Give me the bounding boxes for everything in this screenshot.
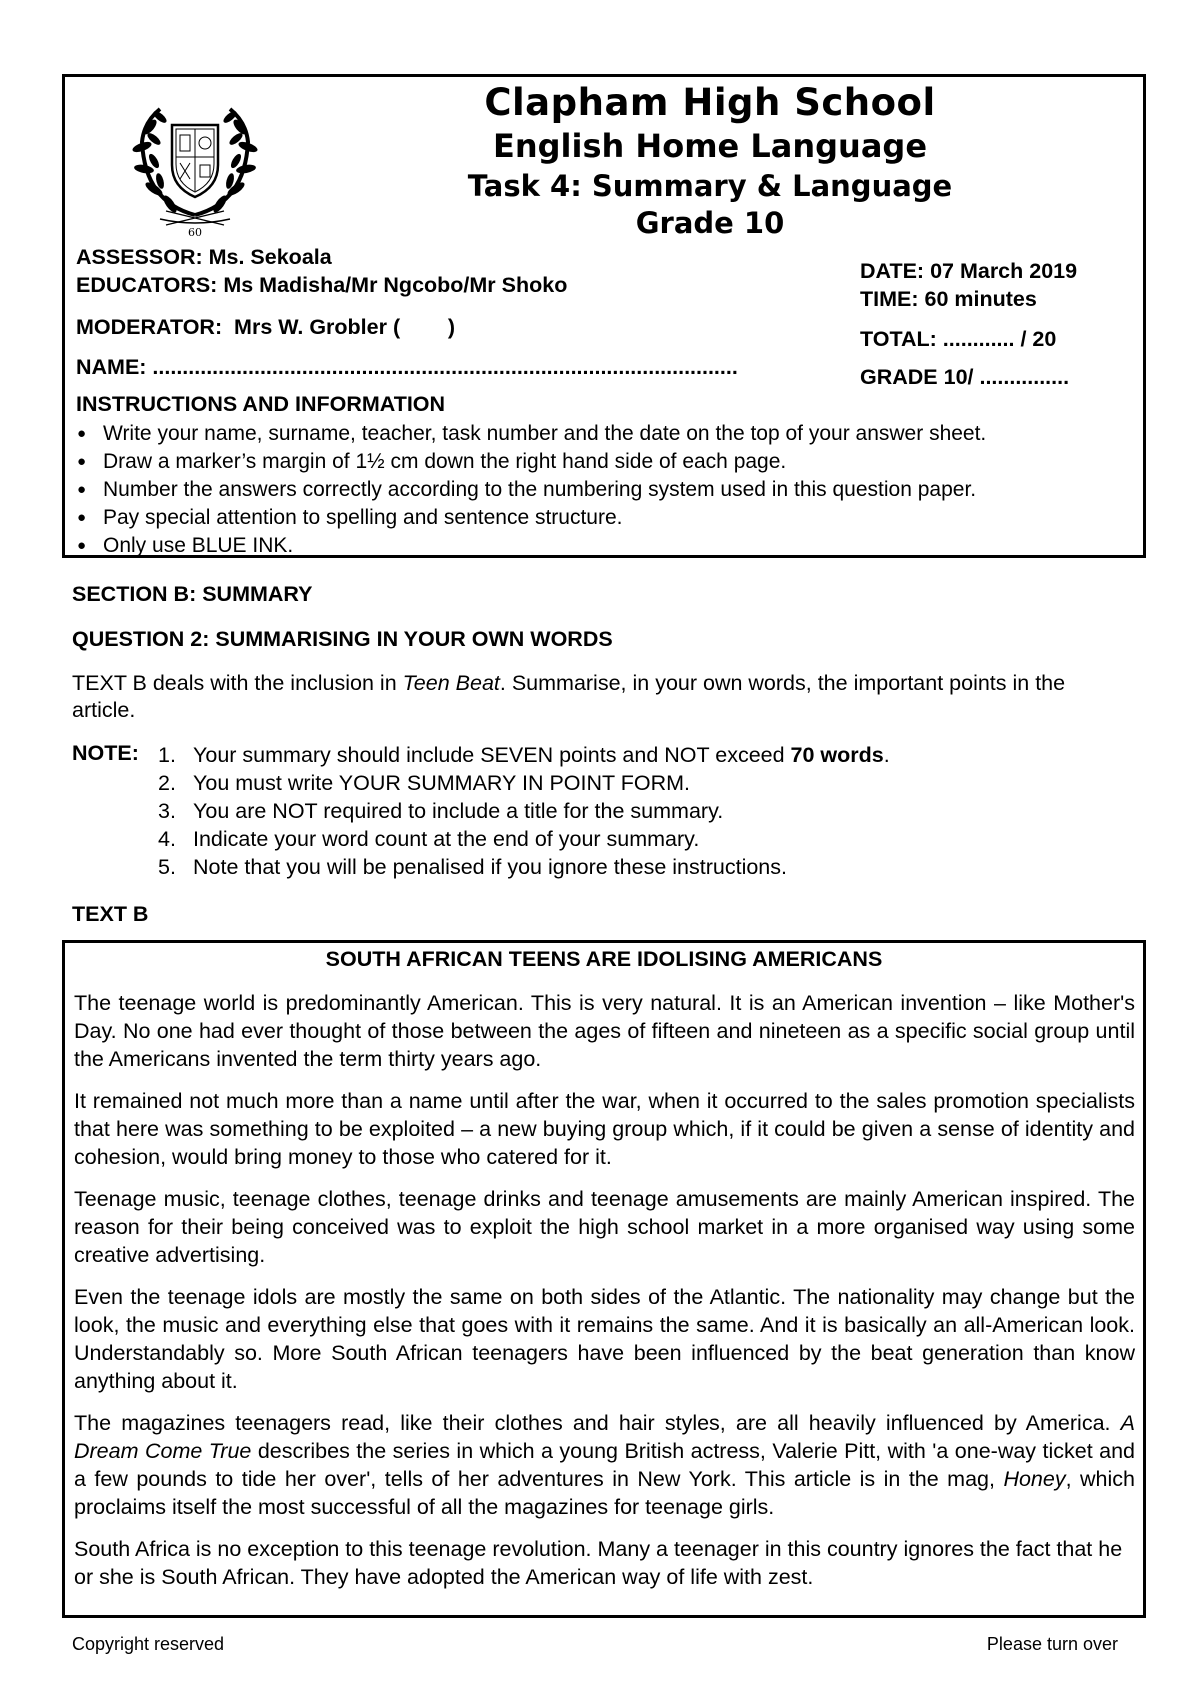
bullet-icon: ● (77, 425, 87, 442)
article-paragraph: South Africa is no exception to this teenage revolution. Many a teenager in this country ignores the fact that he or she is South African. They have adopted the American way of life with zest. (74, 1537, 1123, 1589)
article-paragraph: The teenage world is predominantly American. This is very natural. It is an American invention – like Mother's Day. No one had ever thought of those between the ages of fifteen and nineteen as a specific social group until the Americans invented the term thirty years ago. (74, 991, 1135, 1071)
grade-line: GRADE 10/ ............... (860, 365, 1070, 389)
article-title: SOUTH AFRICAN TEENS ARE IDOLISING AMERICANS (325, 947, 883, 971)
school-name: Clapham High School (484, 81, 936, 124)
article-box (62, 940, 1146, 1618)
list-item: ● Only use BLUE INK. (77, 532, 986, 560)
question-intro: TEXT B deals with the inclusion in Teen Beat. Summarise, in your own words, the important points in the article. (72, 671, 1066, 722)
date: DATE: 07 March 2019 (860, 259, 1078, 283)
note-list (158, 741, 890, 881)
moderator: MODERATOR: Mrs W. Grobler ( ) (76, 315, 456, 339)
footer-copyright: Copyright reserved (72, 1634, 225, 1654)
bullet-icon: ● (77, 509, 87, 526)
bullet-icon: ● (77, 453, 87, 470)
article-paragraph: It remained not much more than a name until after the war, when it occurred to the sales promotion specialists that here was something to be exploited – a new buying group which, if it could be given a sense of identity and cohesion, would bring money to those who catered for it. (74, 1089, 1135, 1169)
header-box (62, 74, 1146, 558)
instructions-title: INSTRUCTIONS AND INFORMATION (76, 392, 446, 416)
list-item: ● Write your name, surname, teacher, task number and the date on the top of your answer sheet. (77, 420, 986, 448)
name-field: NAME: .................................................................................................. (76, 355, 738, 379)
list-item: 2. You must write YOUR SUMMARY IN POINT FORM. (158, 771, 690, 795)
time: TIME: 60 minutes (860, 287, 1037, 311)
article-body (74, 989, 1135, 1605)
list-item: 1. Your summary should include SEVEN points and NOT exceed 70 words. (158, 743, 890, 767)
school-crest-icon (120, 87, 270, 237)
article-paragraph: The magazines teenagers read, like their clothes and hair styles, are all heavily influenced by America. A Dream Come True describes the series in which a young British actress, Valerie Pitt, with 'a one-way ticket and a few pounds to tide her over', tells of her adventures in New York. This article is in the mag, Honey, which proclaims itself the most successful of all the magazines for teenage girls. (74, 1411, 1135, 1519)
task-title: Task 4: Summary & Language (467, 169, 953, 203)
list-item: 4. Indicate your word count at the end of your summary. (158, 827, 700, 851)
note-label: NOTE: (72, 741, 139, 765)
list-item: 3. You are NOT required to include a title for the summary. (158, 799, 724, 823)
list-item: 5. Note that you will be penalised if you ignore these instructions. (158, 855, 787, 879)
assessor: ASSESSOR: Ms. Sekoala (76, 245, 332, 269)
educators: EDUCATORS: Ms Madisha/Mr Ngcobo/Mr Shoko (76, 273, 568, 297)
footer-turn-over: Please turn over (986, 1634, 1118, 1654)
text-label: TEXT B (72, 902, 149, 926)
list-item: ● Draw a marker’s margin of 1½ cm down the right hand side of each page. (77, 448, 986, 476)
grade-title: Grade 10 (635, 206, 785, 240)
instructions-list (77, 420, 986, 560)
article-paragraph: Teenage music, teenage clothes, teenage drinks and teenage amusements are mainly American inspired. The reason for their being conceived was to exploit the high school market in a more organised way using some creative advertising. (74, 1187, 1135, 1267)
total: TOTAL: ............ / 20 (860, 327, 1057, 351)
section-heading: SECTION B: SUMMARY (72, 582, 313, 606)
list-item: ● Number the answers correctly according to the numbering system used in this question paper. (77, 476, 986, 504)
list-item: ● Pay special attention to spelling and sentence structure. (77, 504, 986, 532)
article-paragraph: Even the teenage idols are mostly the same on both sides of the Atlantic. The nationality may change but the look, the music and everything else that goes with it remains the same. And it is basically an all-American look. Understandably so. More South African teenagers have been influenced by the beat generation than know anything about it. (74, 1285, 1135, 1393)
bullet-icon: ● (77, 537, 87, 554)
svg-text:60: 60 (188, 226, 202, 237)
bullet-icon: ● (77, 481, 87, 498)
question-heading: QUESTION 2: SUMMARISING IN YOUR OWN WORDS (72, 627, 613, 651)
subject-title: English Home Language (492, 127, 928, 165)
